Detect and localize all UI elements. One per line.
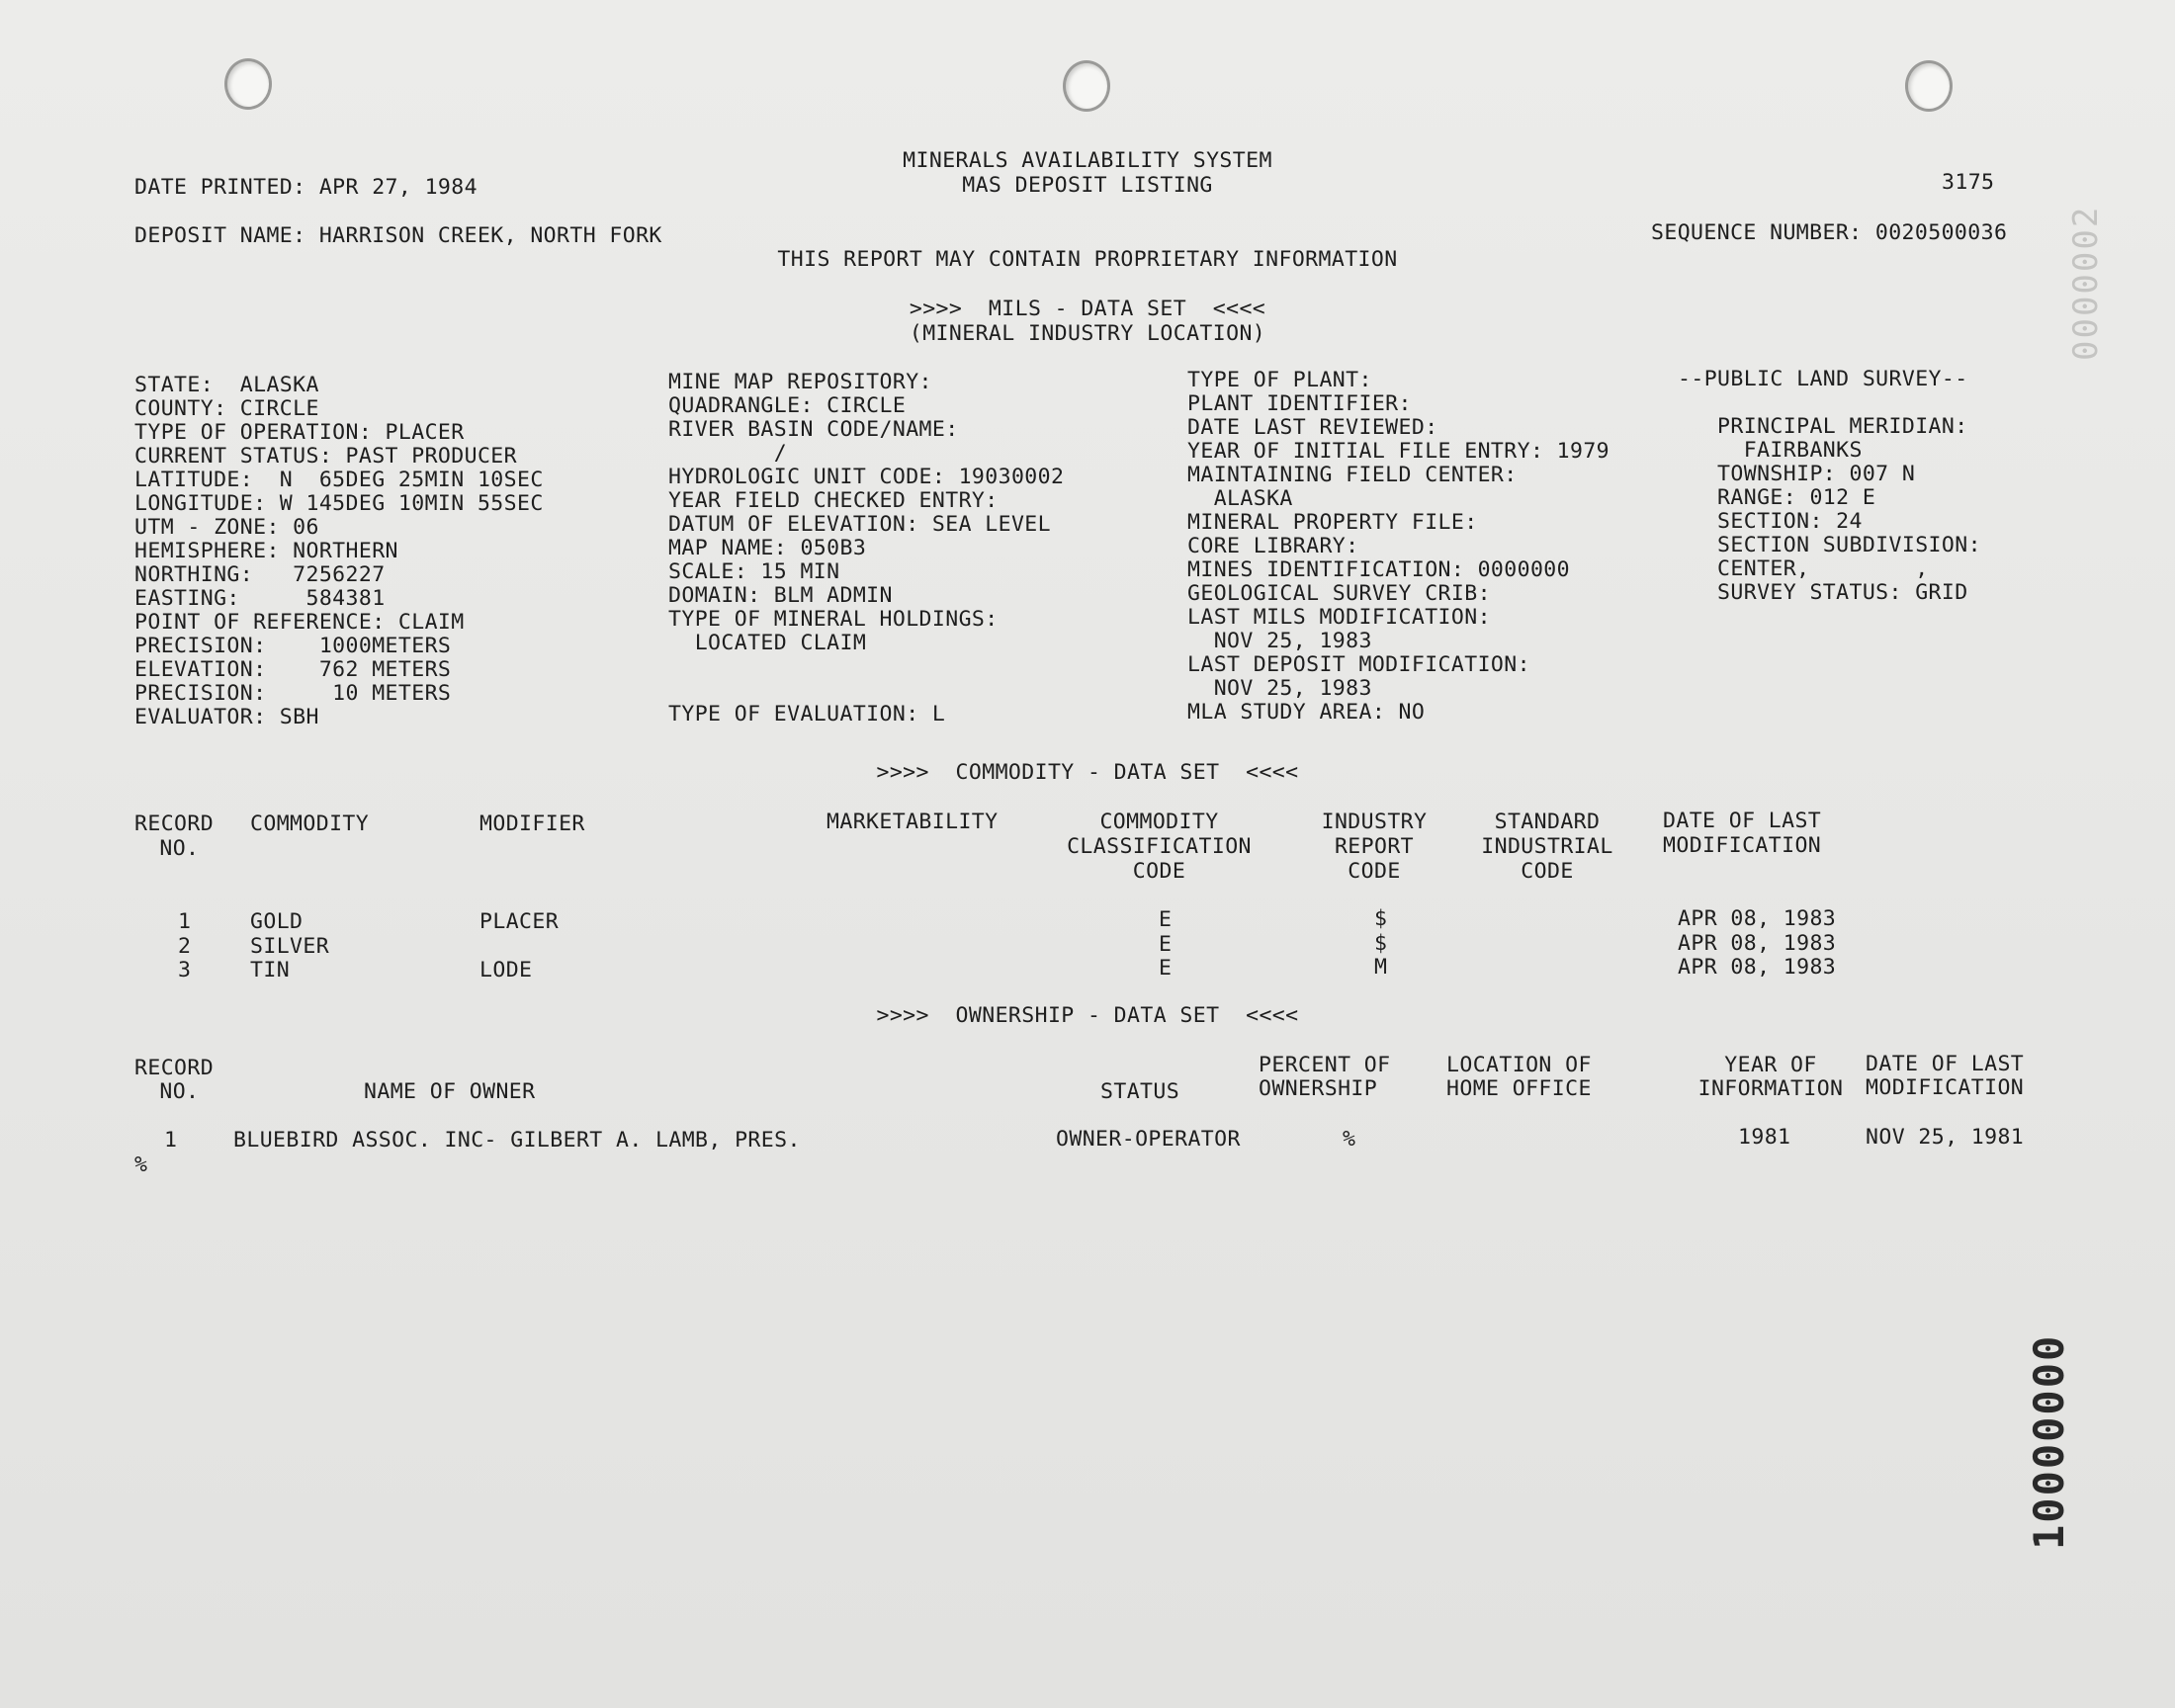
mils-heading: >>>> MILS - DATA SET <<<< <box>909 297 1266 321</box>
col-owner-year: YEAR OF <box>1724 1053 1817 1077</box>
field-principal-meridian: PRINCIPAL MERIDIAN: <box>1678 414 1968 439</box>
public-land-survey-heading: --PUBLIC LAND SURVEY-- <box>1678 367 1968 391</box>
col-classification-3: CODE <box>1132 859 1186 884</box>
system-title: MINERALS AVAILABILITY SYSTEM <box>903 148 1272 173</box>
field-last-mils-modification-value: NOV 25, 1983 <box>1187 629 1372 653</box>
mils-column-4 <box>1678 368 1981 605</box>
field-scale: SCALE: 15 MIN <box>668 559 840 584</box>
proprietary-notice: THIS REPORT MAY CONTAIN PROPRIETARY INFORMATION <box>777 247 1398 272</box>
field-elevation: ELEVATION: 762 METERS <box>134 657 452 682</box>
field-domain: DOMAIN: BLM ADMIN <box>668 583 893 608</box>
field-type-of-evaluation: TYPE OF EVALUATION: L <box>668 702 946 726</box>
row-industry: $ <box>1374 931 1388 956</box>
row-date: APR 08, 1983 <box>1678 955 1837 980</box>
col-industry: INDUSTRY <box>1321 810 1428 834</box>
field-easting: EASTING: 584381 <box>134 586 386 611</box>
mils-column-3 <box>1187 369 1610 725</box>
row-modifier: PLACER <box>479 909 560 934</box>
field-latitude: LATITUDE: N 65DEG 25MIN 10SEC <box>134 468 544 492</box>
col-owner-percent-2: OWNERSHIP <box>1259 1076 1378 1101</box>
row-classification: E <box>1159 956 1173 981</box>
field-river-basin: RIVER BASIN CODE/NAME: <box>668 417 959 442</box>
owner-name: BLUEBIRD ASSOC. INC- GILBERT A. LAMB, PRES. <box>233 1128 801 1153</box>
field-geological-survey-crib: GEOLOGICAL SURVEY CRIB: <box>1187 581 1491 606</box>
field-mla-study-area: MLA STUDY AREA: NO <box>1187 700 1426 725</box>
blank-line <box>1678 391 1981 415</box>
col-owner-name: NAME OF OWNER <box>364 1079 536 1104</box>
owner-year: 1981 <box>1738 1125 1791 1150</box>
date-printed: DATE PRINTED: APR 27, 1984 <box>134 175 478 200</box>
col-owner-percent: PERCENT OF <box>1259 1053 1391 1077</box>
owner-date: NOV 25, 1981 <box>1866 1125 2025 1150</box>
mils-column-2 <box>668 371 1064 726</box>
col-classification: COMMODITY <box>1099 810 1219 834</box>
field-principal-meridian-value: FAIRBANKS <box>1678 438 1863 463</box>
field-last-deposit-modification-value: NOV 25, 1983 <box>1187 676 1372 701</box>
row-industry: $ <box>1374 906 1388 931</box>
col-owner-record-no: NO. <box>146 1079 200 1104</box>
col-standard: STANDARD <box>1494 810 1601 834</box>
col-date-2: MODIFICATION <box>1663 833 1822 858</box>
field-state: STATE: ALASKA <box>134 373 319 397</box>
col-owner-location-2: HOME OFFICE <box>1446 1076 1592 1101</box>
row-date: APR 08, 1983 <box>1678 906 1837 931</box>
field-survey-status: SURVEY STATUS: GRID <box>1678 580 1968 605</box>
owner-percent: % <box>1343 1127 1356 1152</box>
field-county: COUNTY: CIRCLE <box>134 396 319 421</box>
field-year-initial-entry: YEAR OF INITIAL FILE ENTRY: 1979 <box>1187 439 1610 464</box>
field-last-deposit-modification: LAST DEPOSIT MODIFICATION: <box>1187 652 1530 677</box>
field-utm-zone: UTM - ZONE: 06 <box>134 515 319 540</box>
field-last-mils-modification: LAST MILS MODIFICATION: <box>1187 605 1491 630</box>
field-date-last-reviewed: DATE LAST REVIEWED: <box>1187 415 1438 440</box>
faint-control-stamp: 0000002 <box>2066 205 2106 361</box>
field-mineral-property-file: MINERAL PROPERTY FILE: <box>1187 510 1478 535</box>
field-maintaining-center: MAINTAINING FIELD CENTER: <box>1187 463 1518 487</box>
field-current-status: CURRENT STATUS: PAST PRODUCER <box>134 444 517 469</box>
field-mine-map-repository: MINE MAP REPOSITORY: <box>668 370 932 394</box>
field-map-name: MAP NAME: 050B3 <box>668 536 867 560</box>
row-commodity: SILVER <box>250 934 330 959</box>
mils-column-1 <box>134 374 544 729</box>
punch-hole-right <box>1905 60 1953 112</box>
field-plant-identifier: PLANT IDENTIFIER: <box>1187 391 1412 416</box>
field-mineral-holdings-value: LOCATED CLAIM <box>668 631 867 655</box>
page-number: 3175 <box>1942 170 1995 195</box>
owner-record-no: 1 <box>164 1128 178 1153</box>
field-northing: NORTHING: 7256227 <box>134 562 386 587</box>
col-classification-2: CLASSIFICATION <box>1067 834 1252 859</box>
col-owner-year-2: INFORMATION <box>1697 1076 1844 1101</box>
col-standard-2: INDUSTRIAL <box>1481 834 1613 859</box>
field-longitude: LONGITUDE: W 145DEG 10MIN 55SEC <box>134 491 544 516</box>
row-industry: M <box>1374 955 1388 980</box>
field-core-library: CORE LIBRARY: <box>1187 534 1359 558</box>
row-date: APR 08, 1983 <box>1678 931 1837 956</box>
sequence-number: SEQUENCE NUMBER: 0020500036 <box>1651 220 2008 245</box>
col-industry-3: CODE <box>1348 859 1401 884</box>
commodity-heading: >>>> COMMODITY - DATA SET <<<< <box>876 760 1299 785</box>
col-industry-2: REPORT <box>1334 834 1415 859</box>
col-owner-date: DATE OF LAST <box>1866 1052 2025 1076</box>
punch-hole-center <box>1063 60 1110 112</box>
field-range: RANGE: 012 E <box>1678 485 1876 510</box>
col-marketability: MARKETABILITY <box>826 810 999 834</box>
blank-line <box>668 679 1064 703</box>
field-precision: PRECISION: 1000METERS <box>134 634 452 658</box>
col-commodity: COMMODITY <box>250 811 370 836</box>
field-evaluator: EVALUATOR: SBH <box>134 705 319 729</box>
row-classification: E <box>1159 907 1173 932</box>
row-modifier: LODE <box>479 958 533 982</box>
owner-status: OWNER-OPERATOR <box>1056 1127 1241 1152</box>
col-owner-record: RECORD <box>134 1056 215 1080</box>
row-commodity: GOLD <box>250 909 304 934</box>
row-record-no: 1 <box>178 909 192 934</box>
field-section: SECTION: 24 <box>1678 509 1863 534</box>
row-classification: E <box>1159 932 1173 957</box>
field-mineral-holdings: TYPE OF MINERAL HOLDINGS: <box>668 607 999 632</box>
field-point-of-reference: POINT OF REFERENCE: CLAIM <box>134 610 465 635</box>
field-township: TOWNSHIP: 007 N <box>1678 462 1916 486</box>
col-record-no: NO. <box>146 836 200 861</box>
field-hemisphere: HEMISPHERE: NORTHERN <box>134 539 398 563</box>
col-owner-date-2: MODIFICATION <box>1866 1075 2025 1100</box>
punch-hole-left <box>224 58 272 110</box>
field-elevation-precision: PRECISION: 10 METERS <box>134 681 452 706</box>
row-commodity: TIN <box>250 958 291 982</box>
col-owner-status: STATUS <box>1100 1079 1180 1104</box>
field-section-subdivision-value: CENTER, , <box>1678 556 1929 581</box>
field-section-subdivision: SECTION SUBDIVISION: <box>1678 533 1981 557</box>
field-quadrangle: QUADRANGLE: CIRCLE <box>668 393 907 418</box>
deposit-name: DEPOSIT NAME: HARRISON CREEK, NORTH FORK <box>134 223 662 248</box>
col-standard-3: CODE <box>1521 859 1574 884</box>
field-maintaining-center-value: ALASKA <box>1187 486 1293 511</box>
col-owner-location: LOCATION OF <box>1446 1053 1592 1077</box>
row-record-no: 2 <box>178 934 192 959</box>
document-control-stamp: 10000000 <box>2025 1333 2073 1550</box>
field-year-field-checked: YEAR FIELD CHECKED ENTRY: <box>668 488 999 513</box>
col-modifier: MODIFIER <box>479 811 585 836</box>
ownership-trailer: % <box>134 1153 148 1177</box>
col-date: DATE OF LAST <box>1663 809 1822 833</box>
field-datum-of-elevation: DATUM OF ELEVATION: SEA LEVEL <box>668 512 1051 537</box>
field-mines-identification: MINES IDENTIFICATION: 0000000 <box>1187 557 1570 582</box>
field-type-of-plant: TYPE OF PLANT: <box>1187 368 1372 392</box>
row-record-no: 3 <box>178 958 192 982</box>
ownership-heading: >>>> OWNERSHIP - DATA SET <<<< <box>876 1003 1299 1028</box>
field-operation-type: TYPE OF OPERATION: PLACER <box>134 420 465 445</box>
col-record: RECORD <box>134 811 215 836</box>
field-hydrologic-unit: HYDROLOGIC UNIT CODE: 19030002 <box>668 465 1065 489</box>
field-river-basin-value: / <box>668 441 788 466</box>
mils-subheading: (MINERAL INDUSTRY LOCATION) <box>909 321 1266 346</box>
blank-line <box>668 655 1064 679</box>
listing-title: MAS DEPOSIT LISTING <box>962 173 1213 198</box>
